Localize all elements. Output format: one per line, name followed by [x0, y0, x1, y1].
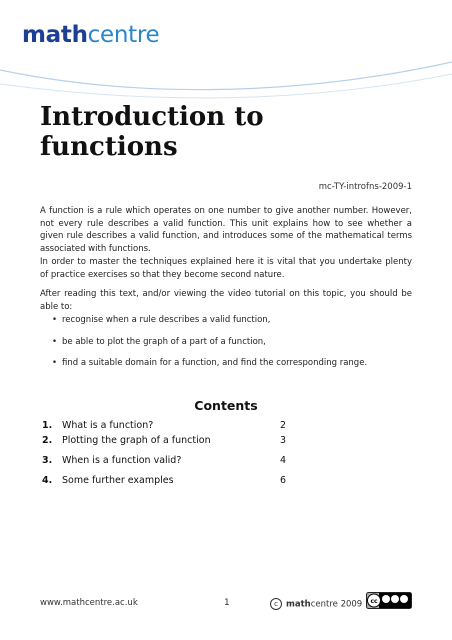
- document-code: mc-TY-introfns-2009-1: [318, 182, 412, 192]
- document-title: [40, 102, 264, 162]
- header-swoosh: [0, 0, 452, 100]
- creative-commons-badge-icon: [366, 592, 412, 609]
- bullet-icon: •: [52, 336, 58, 347]
- toc-item-3[interactable]: 3. When is a function valid? 4: [42, 455, 286, 466]
- page-number: 1: [224, 598, 230, 608]
- outcomes-paragraph: After reading this text, and/or viewing the video tutorial on this topic, you should be able to:: [40, 289, 412, 312]
- list-item: • recognise when a rule describes a valid function,: [52, 315, 271, 325]
- intro-paragraph: A function is a rule which operates on one number to give another number. However, not every rule describes a valid function. This unit explains how to see whether a given rule describes a valid function, and introduces some of the mathematical terms associated with functions.: [40, 206, 412, 254]
- footer-copyright: c mathcentre 2009: [270, 598, 362, 610]
- title-line-2: functions: [40, 132, 178, 162]
- contents-heading: Contents: [194, 398, 258, 413]
- practice-paragraph: In order to master the techniques explained here it is vital that you undertake plenty of practice exercises so that they become second nature.: [40, 257, 412, 280]
- copyright-icon: c: [270, 598, 282, 610]
- list-item: • find a suitable domain for a function, and find the corresponding range.: [52, 358, 368, 368]
- outcomes-list: [52, 314, 367, 379]
- toc-item-4[interactable]: 4. Some further examples 6: [42, 475, 286, 486]
- bullet-icon: •: [52, 315, 58, 325]
- footer-website-link[interactable]: www.mathcentre.ac.uk: [40, 598, 138, 608]
- list-item: • be able to plot the graph of a part of a function,: [52, 336, 266, 347]
- svg-text:cc: cc: [370, 598, 378, 605]
- toc-item-2[interactable]: 2. Plotting the graph of a function 3: [42, 435, 286, 446]
- toc-item-1[interactable]: 1. What is a function? 2: [42, 420, 286, 431]
- bullet-icon: •: [52, 358, 58, 368]
- mathcentre-logo: mathcentre: [22, 22, 160, 48]
- title-line-1: Introduction to: [40, 102, 264, 132]
- table-of-contents: [42, 420, 286, 490]
